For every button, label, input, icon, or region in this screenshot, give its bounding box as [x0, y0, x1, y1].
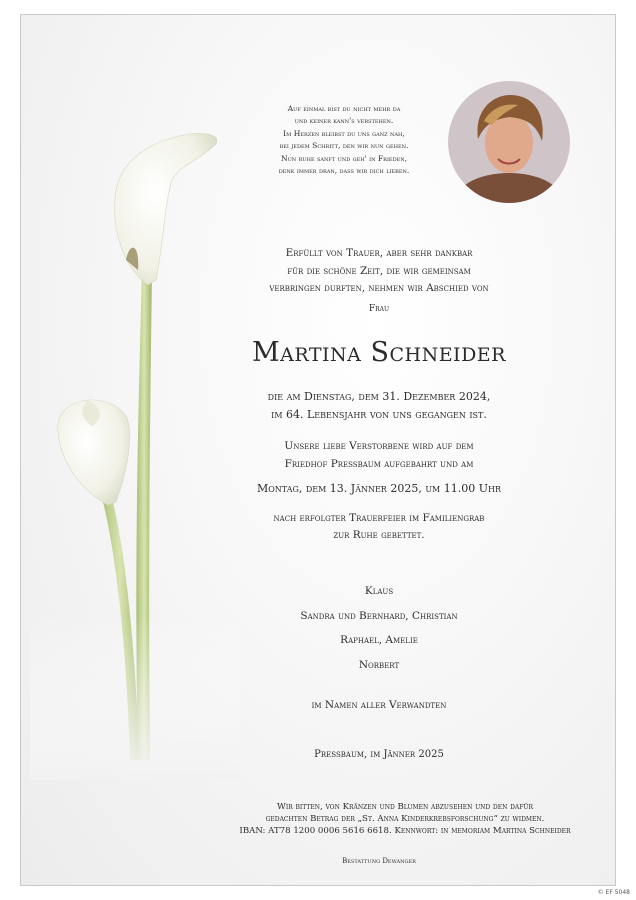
poem-line: und keiner kann's verstehen. [294, 116, 394, 126]
donation-line: Wir bitten, von Kränzen und Blumen abzusehen und den dafür [277, 802, 533, 812]
funeral-date: Montag, dem 13. Jänner 2025, um 11.00 Uhr [256, 482, 502, 495]
laid-out-line: Friedhof Pressbaum aufgebahrt und am [284, 458, 474, 470]
undertaker: Bestattung Dewanger [342, 857, 416, 865]
poem-line: Im Herzen bleibst du uns ganz nah, [283, 128, 405, 138]
poem-line: Nun ruhe sanft und geh' in Frieden, [280, 153, 408, 163]
donation-request [206, 801, 604, 837]
intro-text [190, 245, 568, 298]
intro-line: verbringen durften, nehmen wir Abschied von [269, 282, 489, 294]
mourners-list [190, 579, 568, 677]
place-date: Pressbaum, im Jänner 2025 [314, 749, 444, 760]
laid-out-info [190, 437, 568, 473]
laid-out-line: Unsere liebe Verstorbene wird auf dem [284, 440, 474, 452]
intro-line: Erfüllt von Trauer, aber sehr dankbar [285, 247, 473, 259]
burial-line: zur Ruhe gebettet. [333, 529, 425, 541]
poem-line: bei jedem Schritt, den wir nun gehen. [279, 141, 409, 151]
death-line: die am Dienstag, dem 31. Dezember 2024, [267, 390, 491, 403]
salutation: Frau [368, 304, 390, 314]
burial-line: nach erfolgter Trauerfeier im Familiengrab [273, 512, 485, 524]
burial-info [190, 510, 568, 544]
mourner: Norbert [358, 658, 400, 671]
intro-line: für die schöne Zeit, die wir gemeinsam [287, 264, 471, 277]
mourner: Klaus [364, 585, 394, 597]
poem-line: Auf einmal bist du nicht mehr da [287, 104, 401, 113]
relatives-line: im Namen aller Verwandten [311, 699, 447, 711]
death-line: im 64. Lebensjahr von uns gegangen ist. [271, 408, 487, 421]
poem-line: denk immer dran, dass wir dich lieben. [278, 166, 410, 176]
mourner: Raphael, Amelie [340, 634, 418, 647]
deceased-name: Martina Schneider [252, 337, 506, 368]
death-info [190, 388, 568, 424]
donation-line: gedachten Betrag der „St. Anna Kinderkrebsforschung“ zu widmen. [265, 814, 545, 824]
mourner: Sandra und Bernhard, Christian [300, 609, 458, 622]
portrait-photo [448, 81, 570, 203]
donation-line: IBAN: AT78 1200 0006 5616 6618. Kennwort: in memoriam Martina Schneider [239, 826, 571, 836]
poem [238, 103, 450, 177]
print-code: © EF 5048 [597, 889, 630, 896]
